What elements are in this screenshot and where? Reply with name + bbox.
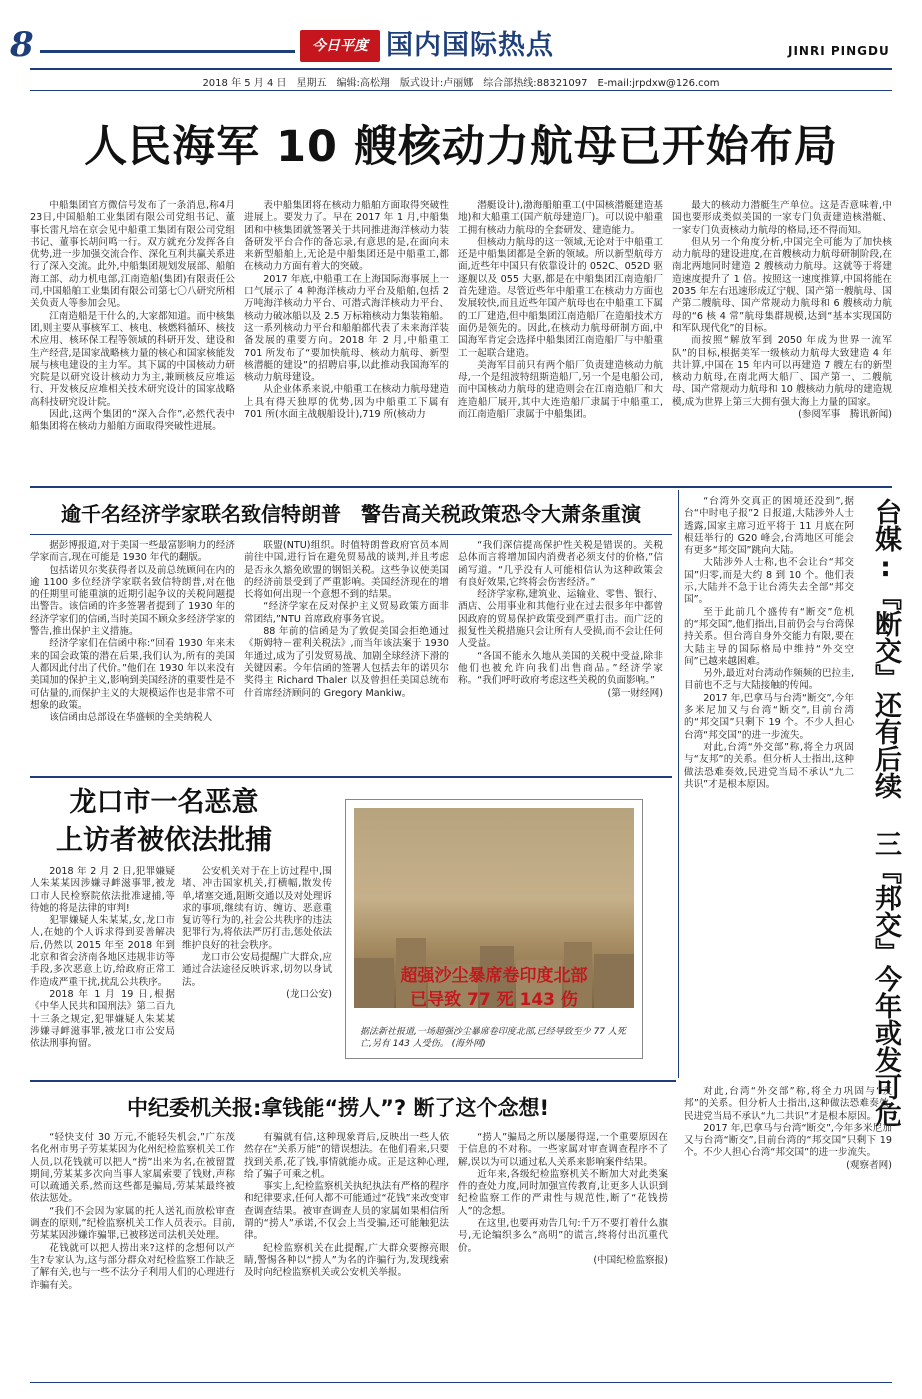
article4-headline: 中纪委机关报:拿钱能“捞人”? 断了这个念想! — [126, 1096, 550, 1120]
section-divider — [30, 1080, 676, 1082]
paragraph: 2018 年 2 月 2 日,犯罪嫌疑人朱某某因涉嫌寻衅滋事罪,被龙口市人民检察院依法批准逮捕,等待她的将是法律的审判! — [30, 866, 175, 914]
article1-column-4 — [672, 200, 892, 482]
paragraph: “轻快支付 30 万元,不能轻失机会,”广东茂名化州市男子劳某某因为化州纪检监察机关工作人员,以花钱就可以把人“捞”出来为名,在被留置期间,劳某某多次向当事人家属索要了钱财,声称可以疏通关系,然而这些都是骗局,劳某某最终被依法惩处。 — [30, 1132, 235, 1205]
paragraph: 2017 年,巴拿马与台湾“断交”,今年多米尼加又与台湾“断交”,目前台湾的“邦交国”只剩下 19 个。不少人担心台湾“邦交国”的进一步流失。 — [684, 692, 854, 741]
paragraph: 经济学家们在信函中称:“回看 1930 年来未来的国会政策的潜在后果,我们认为,所有的美国人都因此付出了代价。”他们在 1930 年以来没有美国加的保护主义,影响到美国经济的重要性是不可估量的,而保护主义的大规模运作也是非常不可想象的政策。 — [30, 638, 235, 711]
header-bar — [40, 50, 295, 53]
paragraph: 联盟(NTU)组织。时值特朗普政府官员本周前往中国,进行旨在避免贸易战的谈判,并且考虑是否永久豁免欧盟的钢铝关税。这些争议使美国的经济前景受到了严重影响。美国经济现在的增长将如何出现一个意想不到的结果。 — [244, 540, 449, 601]
paragraph: 88 年前的信函是为了敦促美国会拒绝通过《斯姆特－霍利关税法》,而当年该法案于 1930 年通过,成为了引发贸易战、加剧全球经济下滑的关键因素。今年信函的签署人包括去年的诺贝尔奖得主 Richard Thaler 以及曾担任美国总统布什首席经济顾问的 Gregory Mankiw。 — [244, 626, 449, 699]
paragraph: 龙口市公安局提醒广大群众,应通过合法途径反映诉求,切勿以身试法。 — [182, 952, 332, 988]
paragraph: 大陆涉外人士称,也不会让台“邦交国”归零,而是大约 8 到 10 个。他们表示,大陆并不急于让台湾失去全部“邦交国”。 — [684, 557, 854, 606]
paragraph: 至于此前几个盛传有“断交”危机的“邦交国”,他们指出,目前仍会与台湾保持关系。但台湾自身外交能力有限,要在大陆主导的国际格局中维持“外交空间”已越来越困难。 — [684, 606, 854, 667]
article3-column-2 — [182, 866, 332, 1066]
photo-title — [358, 964, 630, 1012]
paragraph: 对此,台湾“外交部”称,将全力巩固与“友邦”的关系。但分析人士指出,这种做法恐难奏效,民进党当局不承认“九二共识”才是根本原因。 — [684, 741, 854, 790]
article2-column-3 — [458, 540, 663, 772]
paragraph: 在这里,也要再劝告几句:千万不要打着什么旗号,无论编织多么“高明”的谎言,终将付出沉重代价。 — [458, 1218, 668, 1254]
article1-headline: 人民海军 10 艘核动力航母已开始布局 — [84, 122, 838, 172]
article1-column-1 — [30, 200, 235, 482]
article2-headline: 逾千名经济学家联名致信特朗普 警告高关税政策恐令大萧条重演 — [61, 502, 641, 526]
section-divider — [30, 776, 672, 778]
headline-line: 上访者被依法批捕 — [56, 825, 272, 856]
sidebar-source: (观察者网) — [846, 1159, 892, 1171]
newspaper-logo: 今日平度 — [300, 30, 380, 62]
paragraph: 该信函由总部设在华盛顿的全美纳税人 — [49, 712, 213, 724]
paragraph: 有骗就有信,这种现象背后,反映出一些人依然存在“关系万能”的错误想法。在他们看来,只要找到关系,花了钱,事情就能办成。正是这种心理,给了骗子可乘之机。 — [244, 1132, 449, 1180]
article4-column-2 — [244, 1132, 449, 1376]
photo-box — [345, 799, 643, 1059]
article1-source: (参阅军事 腾讯新闻) — [798, 409, 892, 421]
photo-source: (海外网) — [451, 1039, 486, 1049]
paragraph: 近年来,各级纪检监察机关不断加大对此类案件的查处力度,同时加强宣传教育,让更多人认识到纪检监察工作的严肃性与规范性,断了“花钱捞人”的念想。 — [458, 1168, 668, 1217]
paragraph: 对此,台湾“外交部”称,将全力巩固与“友邦”的关系。但分析人士指出,这种做法恐难奏效,民进党当局不承认“九二共识”才是根本原因。 — [684, 1086, 892, 1122]
paragraph: “经济学家在反对保护主义贸易政策方面非常团结,”NTU 首席政府事务官说。 — [244, 601, 449, 625]
paragraph: 犯罪嫌疑人朱某某,女,龙口市人,在她的个人诉求得到妥善解决后,仍然以 2015 年至 2018 年到北京和省会济南各地区违规非访等手段,多次恶意上访,给政府正常工作造成严重干扰,扰乱公共秩序。 — [30, 915, 175, 988]
paragraph: 因此,这两个集团的“深入合作”,必然代表中船集团将在核动力船舶方面取得突破性进展。 — [30, 409, 235, 433]
section-divider — [30, 486, 892, 488]
paragraph: 花钱就可以把人捞出来?这样的念想何以产生?专家认为,这与部分群众对纪检监察工作缺乏了解有关,也与一些不法分子利用人们的心理进行诈骗有关。 — [30, 1242, 235, 1291]
photo-caption — [360, 1026, 632, 1050]
paragraph: 从企业体系来说,中船重工在核动力航母建造上具有得天独厚的优势,因为中船重工下属有 701 所(水面主战舰船设计),719 所(核动力 — [244, 384, 449, 421]
paragraph: 但核动力航母的这一领域,无论对于中船重工还是中船集团都是全新的领域。所以新型航母方面,近些年中国只有依靠设计的 052C、052D 驱逐舰以及 055 大驱,都是在中船集团江南造船厂首先建造。尽管近些年中船重工在核动力方面也发展较快,而且近些年国产航母也在中船重工下属的工厂建造,但中船集团江南造船厂在造船技术方面仍是领先的。因此,在核动力航母研制方面,中国海军肯定会选择中船集团江南造船厂与中船重工一起联合建造。 — [458, 236, 663, 359]
sidebar-headline: 台媒:『断交』还有后续 三『邦交』今年或发可危 — [870, 498, 901, 1127]
article3-source: (龙口公安) — [286, 988, 332, 1000]
paragraph: 但从另一个角度分析,中国完全可能为了加快核动力航母的建设进度,在首艘核动力航母研制阶段,在南北两地同时建造 2 艘核动力航母。这就等于将建造速度提升了 1 倍。按照这一速度推算,中国将能在 2035 年左右迅速形成辽宁舰、国产第一艘航母、国产第二艘航母、国产常规动力航母和 6 艘核动力航母的“6 核 4 常”航母集群规模,达到“基本实现国防和军队现代化”的目标。 — [672, 236, 892, 334]
paragraph: 最大的核动力潜艇生产单位。这是否意味着,中国也要形成类似美国的一家专门负责建造核潜艇、一家专门负责核动力航母的格局,还不得而知。 — [672, 200, 892, 236]
paragraph: 江南造船是干什么的,大家都知道。而中核集团,则主要从事核军工、核电、核燃料循环、核技术应用、核环保工程等领域的科研开发、建设和生产经营,是国家战略核力量的核心和国家核能发展与核电建设的主力军。其下属的中国核动力研究院是以研究设计核动力为主,兼顾核反应堆运行、开发核反应堆相关技术研究设计的国家战略高科技研究设计院。 — [30, 310, 235, 408]
paragraph: 据彭博报道,对于美国一些最富影响力的经济学家而言,现在可能是 1930 年代的翻版。 — [30, 540, 235, 564]
paragraph: “捞人”骗局之所以屡屡得逞,一个重要原因在于信息的不对称。一些家属对审查调查程序不了解,误以为可以通过私人关系来影响案件结果。 — [458, 1132, 668, 1168]
article2-column-2 — [244, 540, 449, 772]
paragraph: “台湾外交真正的困境还没到”,据台“中时电子报”2 日报道,大陆涉外人士透露,国家主席习近平将于 11 月底在阿根廷举行的 G20 峰会,台湾地区可能会有更多“邦交国”跳向大陆。 — [684, 496, 854, 557]
article3-headline — [36, 784, 292, 860]
paragraph: 包括诺贝尔奖获得者以及前总统顾问在内的逾 1100 多位经济学家联名致信特朗普,对在他的任期里可能重演的近期引起争议的关税问题提出警告。该信函的许多签署者提到了 1930 年的经济学家们的信函,当时美国不顾众多经济学家的警告,推出保护主义措施。 — [30, 564, 235, 638]
paragraph: 中船集团官方微信号发布了一条消息,称4月23日,中国船舶工业集团有限公司党组书记、董事长雷凡培在京会见中船重工集团有限公司党组书记、董事长胡问鸣一行。双方就充分发挥各自优势,进一步加强交流合作、深化互利共赢关系进行了深入交流。此外,中船集团规划发展部、船舶海工部、动力机电部,江南造船(集团)有限责任公司,中国船舶工业集团有限公司第七〇八研究所相关负责人等参加会见。 — [30, 200, 235, 310]
paragraph: “我们不会因为家属的托人送礼而放松审查调查的原则,”纪检监察机关工作人员表示。目前,劳某某因涉嫌诈骗罪,已被移送司法机关处理。 — [30, 1205, 235, 1242]
page-number: 8 — [10, 25, 34, 65]
article4-column-1 — [30, 1132, 235, 1376]
photo-title-line: 超强沙尘暴席卷印度北部 — [400, 966, 588, 986]
paragraph: 潜艇设计),渤海船舶重工(中国核潜艇建造基地)和大船重工(国产航母建造厂)。可以说中船重工拥有核动力航母的全套研发、建造能力。 — [458, 200, 663, 236]
headline-underline — [30, 534, 672, 535]
header-rule — [30, 68, 892, 70]
paragraph: 2018 年 1 月 19 日,根据《中华人民共和国刑法》第二百九十三条之规定,犯罪嫌疑人朱某某涉嫌寻衅滋事罪,被龙口市公安局依法刑事拘留。 — [30, 988, 175, 1050]
paragraph: 事实上,纪检监察机关执纪执法有严格的程序和纪律要求,任何人都不可能通过“花钱”来改变审查调查结果。被审查调查人员的家属如果相信所谓的“捞人”承诺,不仅会上当受骗,还可能触犯法律。 — [244, 1181, 449, 1242]
paragraph: “各国不能永久地从美国的关税中受益,除非他们也被允许向我们出售商品。”经济学家称。“我们呼吁政府考虑这些关税的负面影响。” — [458, 650, 663, 687]
headline-line: 龙口市一名恶意 — [69, 787, 259, 818]
paragraph: 经济学家称,建筑业、运输业、零售、银行、酒店、公用事业和其他行业在过去很多年中都曾因政府的贸易保护政策受到严重打击。而广泛的报复性关税措施只会让所有人受损,而不会让任何人受益。 — [458, 589, 663, 650]
section-title: 国内国际热点 — [386, 30, 554, 61]
paragraph: 纪检监察机关在此提醒,广大群众要擦亮眼睛,警惕各种以“捞人”为名的诈骗行为,发现线索及时向纪检监察机关或公安机关举报。 — [244, 1242, 449, 1279]
article1-column-2 — [244, 200, 449, 482]
dateline: 2018 年 5 月 4 日 星期五 编辑:高松翔 版式设计:卢丽娜 综合部热线:88321097 E-mail:jrpdxw@126.com — [202, 78, 720, 89]
article1-column-3 — [458, 200, 663, 482]
article3-column-1 — [30, 866, 175, 1066]
paragraph: 美海军目前只有两个船厂负责建造核动力航母,一个是纽波特纽斯造船厂,另一个是电船公司,而中国核动力航母的建造则会在江南造船厂和大连造船厂展开,其中大连造船厂隶属于中船重工,而江南造船厂隶属于中船集团。 — [458, 359, 663, 421]
footer-rule — [30, 1382, 892, 1383]
paragraph: 而按照“解放军到 2050 年成为世界一流军队”的目标,根据美军一级核动力航母大致建造 4 年共计算,中国在 15 年内可以再建造 7 艘左右的新型核动力航母,在南北两大船厂、国产第一、二艘航母、国产常规动力航母和 10 艘核动力航母的建造规模,成为世界上第三大拥有强大海上力量的国家。 — [672, 335, 892, 408]
article4-source: (中国纪检监察报) — [593, 1254, 668, 1266]
photo-title-line: 已导致 77 死 143 伤 — [410, 990, 578, 1010]
article4-column-3 — [458, 1132, 668, 1376]
paragraph: 另外,最近对台湾动作频频的巴拉圭,目前也不乏与大陆接触的传闻。 — [684, 668, 854, 692]
article2-column-1 — [30, 540, 235, 772]
header-rule-thin — [30, 90, 892, 91]
paragraph: 表中船集团将在核动力船舶方面取得突破性进展上。要发力了。早在 2017 年 1 月,中船集团和中核集团就签署关于共同推进海洋核动力装备研发平台合作的备忘录,有意思的是,在面向未来新型船舶上,无论是中船集团还是中船重工,都在核动力方面有着大的突破。 — [244, 200, 449, 273]
sidebar-text — [684, 496, 854, 1078]
caption-text: 据法新社报道,一场超强沙尘暴席卷印度北部,已经导致至少 77 人死亡,另有 143 人受伤。 — [360, 1027, 626, 1049]
paragraph: 2017 年,巴拿马与台湾“断交”,今年多米尼加又与台湾“断交”,目前台湾的“邦交国”只剩下 19 个。不少人担心台湾“邦交国”的进一步流失。 — [684, 1122, 892, 1159]
paragraph: 公安机关对于在上访过程中,围堵、冲击国家机关,打横幅,散发传单,堵塞交通,阻断交通以及对处理诉求的事项,继续有访、缠访、恶意重复访等行为的,社会公共秩序的违法犯罪行为,将依法严厉打击,惩处依法维护良好的社会秩序。 — [182, 866, 332, 951]
sidebar-divider — [678, 490, 679, 1078]
header-right-text: JINRI PINGDU — [788, 44, 890, 58]
paragraph: 2017 年底,中船重工在上海国际海事展上一口气展示了 4 种海洋核动力平台及船舶,包括 2 万吨海洋核动力平台、可潜式海洋核动力平台、核动力破冰船以及 2.5 万标箱核动力集装箱船。这一系列核动力平台和船舶都代表了未来海洋装备发展的重要方向。2018 年 2 月,中船重工 701 所发布了“要加快航母、核动力航母、新型核潜艇的建设”的招聘启事,以此推动我国海军的核动力航母建设。 — [244, 273, 449, 384]
sidebar-continued — [684, 1086, 892, 1376]
article2-source: (第一财经网) — [607, 687, 663, 699]
paragraph: “我们深信提高保护性关税是错误的。关税总体而言将增加国内消费者必须支付的价格,”信函写道。“几乎没有人可能相信认为这种政策会有良好效果,它终将会伤害经济。” — [458, 540, 663, 588]
